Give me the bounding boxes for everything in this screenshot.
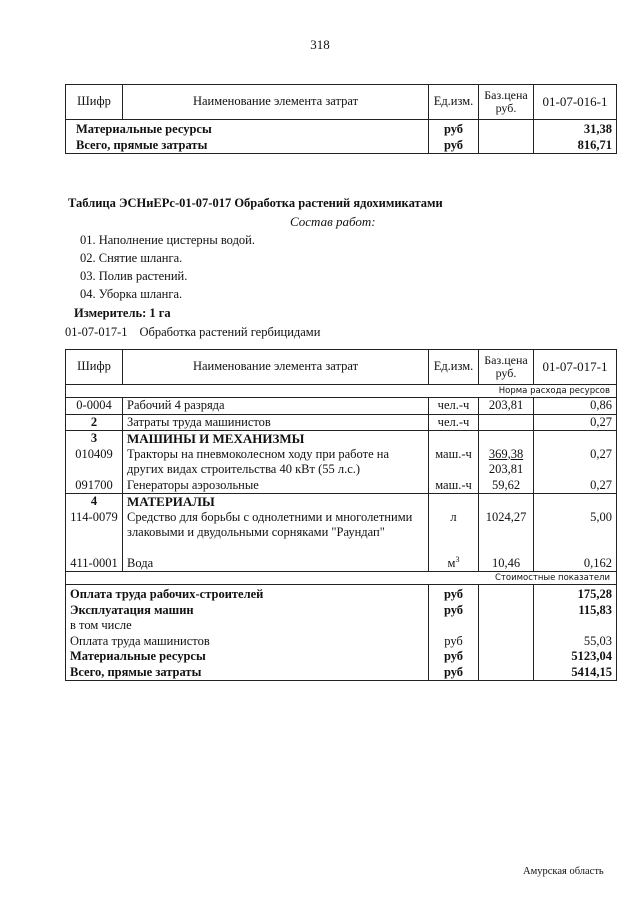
main-cost-table [65,349,617,681]
measure-unit: Измеритель: 1 га [74,306,171,320]
table-header [66,350,617,385]
operation-item: 04. Уборка шланга. [80,287,183,301]
summary-row: Оплата труда машинистов руб 55,03 [66,634,617,650]
table-row: 2 Затраты труда машинистов чел.-ч 0,27 [66,414,617,431]
col-code: Шифр [66,350,123,385]
table-row: 411-0001 Вода $м^3$ 10,46 0,162 [66,556,617,572]
summary-row: в том числе [66,618,617,634]
table-row: Всего, прямые затраты руб 816,71 [66,138,617,154]
section-row: 4 МАТЕРИАЛЫ [66,494,617,510]
summary-row: Всего, прямые затраты руб 5414,15 [66,665,617,681]
page-number: 318 [310,37,330,52]
band-costs: Стоимостные показатели [66,572,617,585]
band-resources: Норма расхода ресурсов [66,385,617,398]
operation-item: 02. Снятие шланга. [80,251,183,265]
section-row: 3 МАШИНЫ И МЕХАНИЗМЫ [66,431,617,447]
table-title: Таблица ЭСНиЕРс-01-07-017 Обработка растений ядохимикатами [68,196,443,210]
col-unit: Ед.изм. [429,350,479,385]
summary-row: Оплата труда рабочих-строителей руб 175,28 [66,585,617,603]
col-code: Шифр [66,85,123,120]
summary-row: Материальные ресурсы руб 5123,04 [66,649,617,665]
col-unit: Ед.изм. [429,85,479,120]
col-price: Баз.цена руб. [479,85,534,120]
composition-title: Состав работ: [290,214,376,229]
table-row: Материальные ресурсы руб 31,38 [66,120,617,138]
col-rate-code: 01-07-017-1 [534,350,617,385]
summary-row: Эксплуатация машин руб 115,83 [66,603,617,619]
operation-item: 03. Полив растений. [80,269,188,283]
operation-item: 01. Наполнение цистерны водой. [80,233,255,247]
table-header [66,85,617,120]
table-row: 091700 Генераторы аэрозольные маш.-ч 59,62 0,27 [66,478,617,494]
col-name: Наименование элемента затрат [123,85,429,120]
col-price: Баз.цена руб. [479,350,534,385]
item-subtitle: 01-07-017-1 Обработка растений гербицидами [65,325,321,339]
table-row: 010409 Тракторы на пневмоколесном ходу при работе на других видах строительства 40 кВт (55 л.с.) маш.-ч 369,38 203,81 0,27 [66,447,617,478]
table-row: 114-0079 Средство для борьбы с однолетними и многолетними злаковыми и двудольными сорняками "Раундап" л 1024,27 5,00 [66,510,617,556]
col-rate-code: 01-07-016-1 [534,85,617,120]
table-row: 0-0004 Рабочий 4 разряда чел.-ч 203,81 0,86 [66,398,617,415]
col-name: Наименование элемента затрат [123,350,429,385]
region-footer: Амурская область [523,866,604,877]
prev-cost-table [65,84,617,154]
